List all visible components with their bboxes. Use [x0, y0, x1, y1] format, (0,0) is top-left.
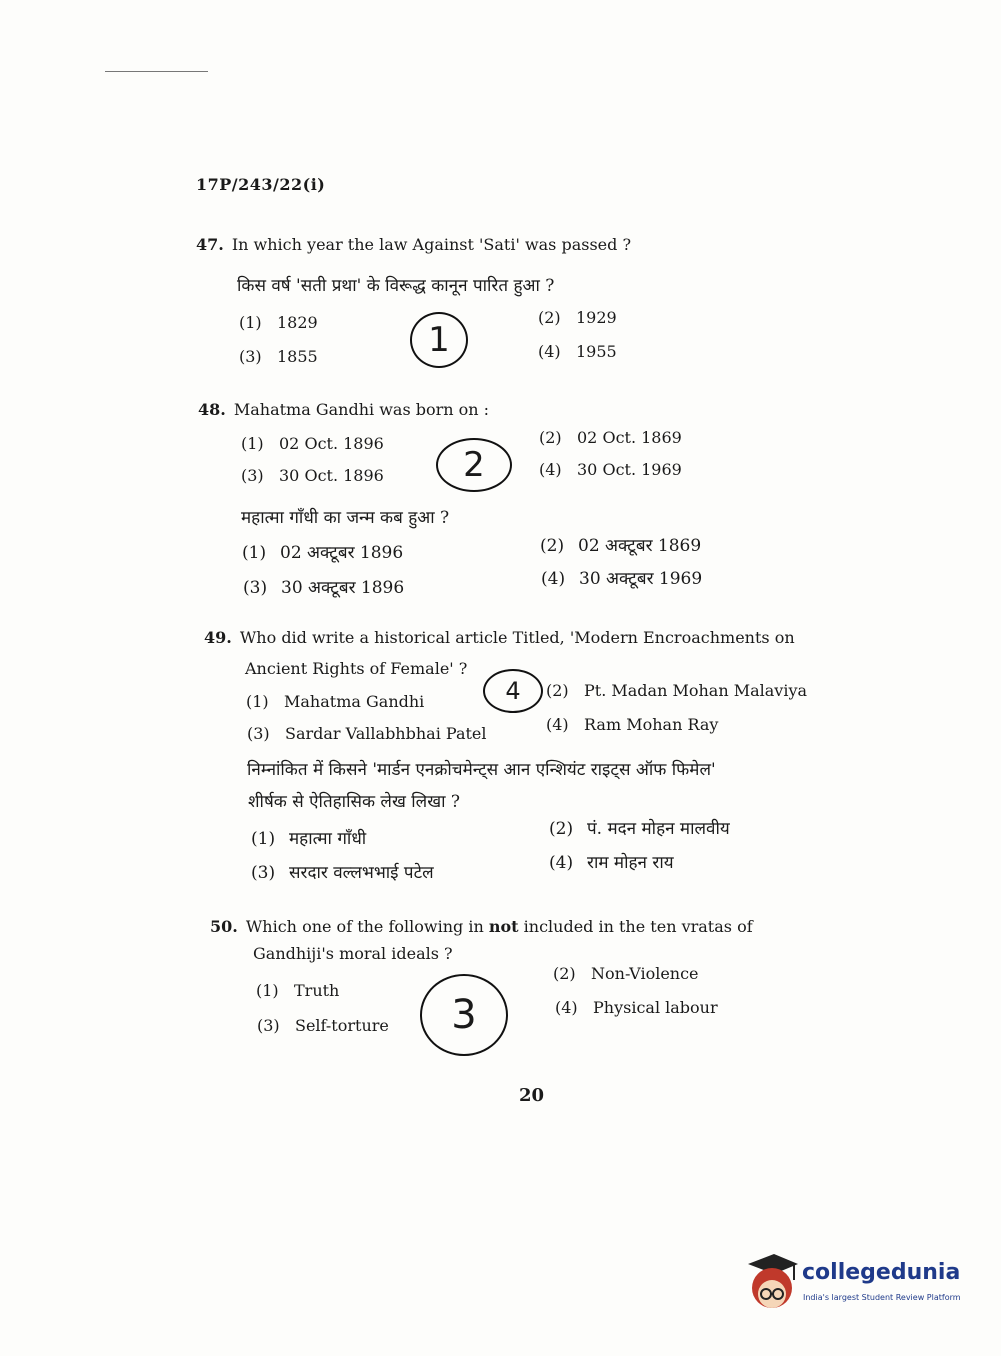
- page-number: 20: [519, 1085, 545, 1106]
- top-rule: [105, 71, 208, 72]
- emphasis-not: not: [488, 917, 519, 936]
- option-3-hi: (3) सरदार वल्लभभाई पटेल: [251, 863, 434, 883]
- question-text-en-line1: Who did write a historical article Titled, 'Modern Encroachments on: [239, 628, 795, 647]
- question-48: [198, 398, 489, 422]
- option-3-hi: (3) 30 अक्टूबर 1896: [243, 578, 405, 598]
- question-text-hi-line1: निम्नांकित में किसने 'मार्डन एनक्रोचमेन्ट्स आन एन्शियंट राइट्स ऑफ फिमेल': [247, 760, 716, 780]
- mascot-icon: [742, 1250, 800, 1320]
- handwritten-answer-circle: 3: [420, 974, 508, 1056]
- option-2: (2) 02 Oct. 1869: [539, 428, 682, 447]
- option-3: (3) 1855: [239, 347, 318, 366]
- question-text-en: In which year the law Against 'Sati' was passed ?: [231, 235, 632, 254]
- option-4: (4) Ram Mohan Ray: [546, 715, 719, 734]
- handwritten-answer-circle: 4: [483, 669, 543, 713]
- question-number: 48.: [198, 400, 226, 419]
- collegedunia-logo: [742, 1250, 967, 1320]
- question-number: 47.: [196, 235, 224, 254]
- question-text-hi: महात्मा गाँधी का जन्म कब हुआ ?: [241, 508, 450, 528]
- question-number: 50.: [210, 917, 238, 936]
- option-2: (2) Pt. Madan Mohan Malaviya: [546, 681, 808, 700]
- question-text-hi-line2: शीर्षक से ऐतिहासिक लेख लिखा ?: [248, 792, 461, 812]
- option-2-hi: (2) पं. मदन मोहन मालवीय: [549, 819, 730, 839]
- option-1: (1) Truth: [256, 981, 340, 1000]
- option-1: (1) 1829: [239, 313, 318, 332]
- option-3: (3) Self-torture: [257, 1016, 389, 1035]
- logo-tagline: India's largest Student Review Platform: [803, 1293, 961, 1302]
- question-49: [204, 626, 795, 650]
- option-4: (4) Physical labour: [555, 998, 718, 1017]
- handwritten-answer-circle: 2: [436, 438, 512, 492]
- option-1: (1) Mahatma Gandhi: [246, 692, 425, 711]
- option-3: (3) Sardar Vallabhbhai Patel: [247, 724, 487, 743]
- option-1: (1) 02 Oct. 1896: [241, 434, 384, 453]
- option-2: (2) 1929: [538, 308, 617, 327]
- option-3: (3) 30 Oct. 1896: [241, 466, 384, 485]
- option-2: (2) Non-Violence: [553, 964, 699, 983]
- question-text-en-line2: Gandhiji's moral ideals ?: [253, 944, 453, 963]
- option-4: (4) 1955: [538, 342, 617, 361]
- paper-code: 17P/243/22(i): [196, 175, 326, 194]
- option-4-hi: (4) राम मोहन राय: [549, 853, 674, 873]
- logo-brand: collegedunia: [802, 1260, 961, 1285]
- question-text-en-line2: Ancient Rights of Female' ?: [245, 659, 468, 678]
- option-1-hi: (1) महात्मा गाँधी: [251, 829, 367, 849]
- question-number: 49.: [204, 628, 232, 647]
- option-1-hi: (1) 02 अक्टूबर 1896: [242, 543, 404, 563]
- question-text-en: Mahatma Gandhi was born on :: [233, 400, 490, 419]
- option-4: (4) 30 Oct. 1969: [539, 460, 682, 479]
- question-50: 50. Which one of the following in not included in the ten vratas of: [210, 917, 753, 936]
- question-47: [196, 233, 631, 257]
- question-text-hi: किस वर्ष 'सती प्रथा' के विरूद्ध कानून पारित हुआ ?: [237, 276, 555, 296]
- handwritten-answer-circle: 1: [410, 312, 468, 368]
- option-4-hi: (4) 30 अक्टूबर 1969: [541, 569, 703, 589]
- option-2-hi: (2) 02 अक्टूबर 1869: [540, 536, 702, 556]
